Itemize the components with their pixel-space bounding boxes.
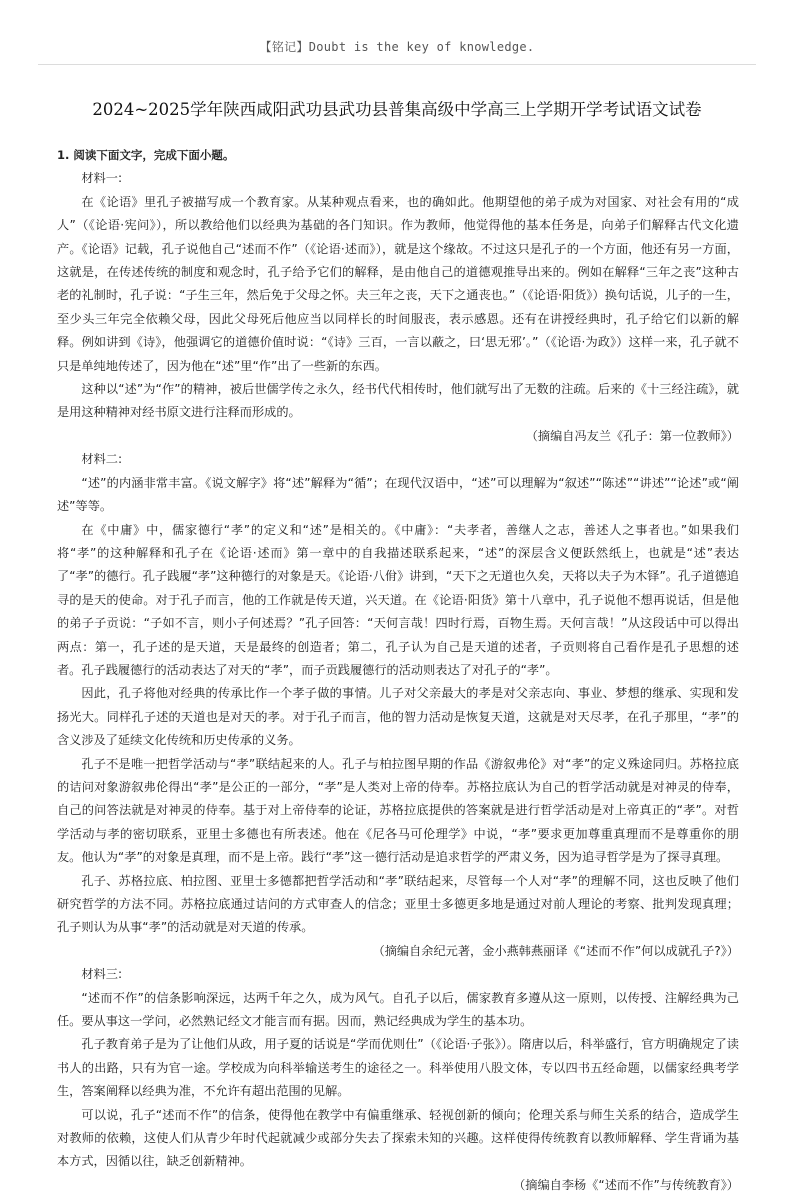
material-2-source: （摘编自余纪元著，金小燕韩燕丽译《“述而不作”何以成就孔子?》） — [372, 943, 739, 958]
material-3-paragraph: “述而不作”的信条影响深远，达两千年之久，成为风气。自孔子以后，儒家教育多遵从这一原则，以传授、注解经典为己任。要从事这一学问，必然熟记经文才能言而有据。因而，熟记经典成为学生的基本功。 — [57, 990, 739, 1029]
material-1-source: （摘编自冯友兰《孔子：第一位教师》） — [525, 428, 739, 443]
header-divider — [38, 64, 756, 65]
material-3-paragraph: 可以说，孔子“述而不作”的信条，使得他在教学中有偏重继承、轻视创新的倾向；伦理关系与师生关系的结合，造成学生对教师的依赖，这使人们从青少年时代起就减少或部分失去了探索未知的兴趣。这样使得传统教育以教师解释、学生背诵为基本方式，因循以往，缺乏创新精神。 — [57, 1107, 739, 1169]
page-header-motto: 【铭记】Doubt is the key of knowledge. — [259, 40, 535, 54]
material-2-paragraph: 在《中庸》中，儒家德行“孝”的定义和“述”是相关的。《中庸》：“夫孝者，善继人之志，善述人之事者也。”如果我们将“孝”的这种解释和孔子在《论语·述而》第一章中的自我描述联系起来，“述”的深层含义便跃然纸上，也就是“述”表达了“孝”的德行。孔子践履“孝”这种德行的对象是天。《论语·八佾》讲到，“天下之无道也久矣，天将以夫子为木铎”。孔子道德追寻的是天的使命。对于孔子而言，他的工作就是传天道，兴天道。在《论语·阳货》第十八章中，孔子说他不想再说话，但是他的弟子子贡说：“子如不言，则小子何述焉？”孔子回答：“天何言哉！四时行焉，百物生焉。天何言哉！”从这段话中可以得出两点：第一，孔子述的是天道，天是最终的创造者；第二，孔子认为自己是天道的述者，子贡则将自己看作是孔子思想的述者。孔子践履德行的活动表达了对天的“孝”，而子贡践履德行的活动则表达了对孔子的“孝”。 — [57, 522, 739, 677]
material-2-label: 材料二: — [81, 452, 123, 467]
material-2-paragraph: 因此，孔子将他对经典的传承比作一个孝子做的事情。儿子对父亲最大的孝是对父亲志向、事业、梦想的继承、实现和发扬光大。同样孔子述的天道也是对天的孝。对于孔子而言，他的智力活动是恢复天道，这就是对天尽孝，在孔子那里，“孝”的含义涉及了延续文化传统和历史传承的义务。 — [57, 686, 739, 748]
material-2-paragraph: “述”的内涵非常丰富。《说文解字》将“述”解释为“循”；在现代汉语中，“述”可以理解为“叙述”“陈述”“讲述”“论述”或“阐述”等等。 — [57, 475, 739, 514]
material-3-label: 材料三: — [81, 967, 123, 982]
question-instruction: 1. 阅读下面文字，完成下面小题。 — [57, 148, 235, 162]
exam-title: 2024~2025学年陕西咸阳武功县武功县普集高级中学高三上学期开学考试语文试卷 — [92, 100, 702, 119]
material-2-paragraph: 孔子不是唯一把哲学活动与“孝”联结起来的人。孔子与柏拉图早期的作品《游叙弗伦》对“孝”的定义殊途同归。苏格拉底的诘问对象游叙弗伦得出“孝”是公正的一部分，“孝”是人类对上帝的侍奉。苏格拉底认为自己的哲学活动就是对神灵的侍奉，自己的问答法就是对神灵的侍奉。基于对上帝侍奉的论证，苏格拉底提供的答案就是进行哲学活动是对上帝真正的“孝”。对哲学活动与孝的密切联系，亚里士多德也有所表述。他在《尼各马可伦理学》中说，“孝”要求更加尊重真理而不是尊重你的朋友。他认为“孝”的对象是真理，而不是上帝。践行“孝”这一德行活动是追求哲学的严肃义务，因为追寻哲学是为了探寻真理。 — [57, 756, 739, 865]
material-1-label: 材料一: — [81, 171, 123, 186]
material-3-paragraph: 孔子教育弟子是为了让他们从政，用子夏的话说是“学而优则仕”（《论语·子张》）。隋唐以后，科举盛行，官方明确规定了读书人的出路，只有为官一途。学校成为向科举输送考生的途径之一。科举使用八股文体，专以四书五经命题，以儒家经典考学生，答案阐释以经典为准，不允许有超出范围的见解。 — [57, 1037, 739, 1099]
material-3-source: （摘编自李杨《“述而不作”与传统教育》） — [513, 1177, 739, 1192]
material-2-paragraph: 孔子、苏格拉底、柏拉图、亚里士多德都把哲学活动和“孝”联结起来，尽管每一个人对“孝”的理解不同，这也反映了他们研究哲学的方法不同。苏格拉底通过诘问的方式审查人的信念；亚里士多德更多地是通过对前人理论的考察、批判发现真理；孔子则认为从事“孝”的活动就是对天道的传承。 — [57, 873, 739, 935]
material-1-paragraph: 在《论语》里孔子被描写成一个教育家。从某种观点看来，也的确如此。他期望他的弟子成为对国家、对社会有用的“成人”（《论语·宪问》），所以教给他们以经典为基础的各门知识。作为教师，他觉得他的基本任务是，向弟子们解释古代文化遗产。《论语》记载，孔子说他自己“述而不作”（《论语·述而》），就是这个缘故。不过这只是孔子的一个方面，他还有另一方面，这就是，在传述传统的制度和观念时，孔子给予它们的解释，是由他自己的道德观推导出来的。例如在解释“三年之丧”这种古老的礼制时，孔子说：“子生三年，然后免于父母之怀。夫三年之丧，天下之通丧也。”（《论语·阳货》）换句话说，儿子的一生，至少头三年完全依赖父母，因此父母死后他应当以同样长的时间服丧，表示感恩。还有在讲授经典时，孔子给它们以新的解释。例如讲到《诗》，他强调它的道德价值时说：“《诗》三百，一言以蔽之，曰‘思无邪’。”（《论语·为政》）这样一来，孔子就不只是单纯地传述了，因为他在“述”里“作”出了一些新的东西。 — [57, 194, 739, 373]
material-1-paragraph: 这种以“述”为“作”的精神，被后世儒学传之永久，经书代代相传时，他们就写出了无数的注疏。后来的《十三经注疏》，就是用这种精神对经书原文进行注释而形成的。 — [57, 382, 739, 420]
reading-passage — [57, 144, 739, 1197]
